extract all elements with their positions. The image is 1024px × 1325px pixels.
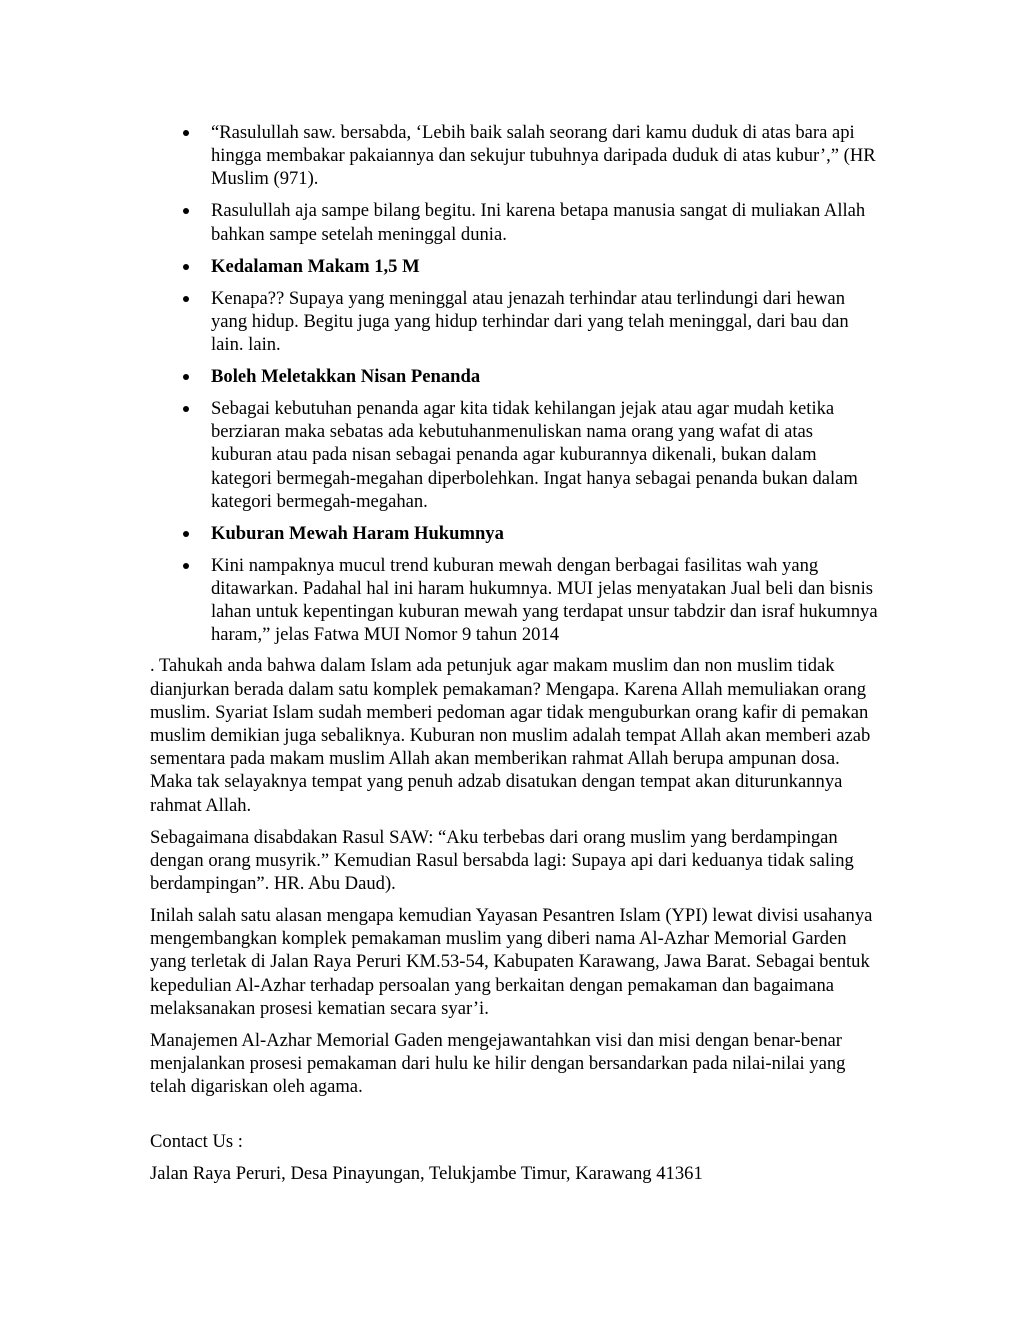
- bullet-heading: [150, 365, 878, 388]
- bullet-text: Kenapa?? Supaya yang meninggal atau jenazah terhindar atau terlindungi dari hewan yang hidup. Begitu juga yang hidup terhindar dari yang telah meninggal, dari bau dan lain. lain.: [211, 287, 849, 356]
- bullet-text: Kedalaman Makam 1,5 M: [211, 255, 420, 277]
- body-paragraph: . Tahukah anda bahwa dalam Islam ada petunjuk agar makam muslim dan non muslim tidak dianjurkan berada dalam satu komplek pemakaman? Mengapa. Karena Allah memuliakan orang muslim. Syariat Islam sudah memberi pedoman agar tidak menguburkan orang kafir di pemakan muslim demikian juga sebaliknya. Kuburan non muslim adalah tempat Allah akan memberi azab sementara pada makam muslim Allah akan memberikan rahmat Allah berupa ampunan dosa. Maka tak selayaknya tempat yang penuh adzab disatukan dengan tempat akan diturunkannya rahmat Allah.: [150, 655, 871, 816]
- contact-address: Jalan Raya Peruri, Desa Pinayungan, Telukjambe Timur, Karawang 41361: [150, 1163, 703, 1185]
- bullet-dot-icon: [183, 296, 189, 302]
- bullet-item: [150, 121, 878, 191]
- bullet-dot-icon: [183, 406, 189, 412]
- body-paragraph: Inilah salah satu alasan mengapa kemudian Yayasan Pesantren Islam (YPI) lewat divisi usahanya mengembangkan komplek pemakaman muslim yang diberi nama Al-Azhar Memorial Garden yang terletak di Jalan Raya Peruri KM.53-54, Kabupaten Karawang, Jawa Barat. Sebagai bentuk kepedulian Al-Azhar terhadap persoalan yang berkaitan dengan pemakaman dan bagaimana melaksanakan prosesi kematian secara syar’i.: [150, 905, 873, 1019]
- bullet-dot-icon: [183, 563, 189, 569]
- bullet-text: Kini nampaknya mucul trend kuburan mewah dengan berbagai fasilitas wah yang ditawarkan. Padahal hal ini haram hukumnya. MUI jelas menyatakan Jual beli dan bisnis lahan untuk kepentingan kuburan mewah yang terdapat unsur tabdzir dan israf hukumnya haram,” jelas Fatwa MUI Nomor 9 tahun 2014: [211, 554, 878, 646]
- bullet-text: Rasulullah aja sampe bilang begitu. Ini karena betapa manusia sangat di muliakan Allah bahkan sampe setelah meninggal dunia.: [211, 200, 866, 245]
- document-page: [150, 121, 878, 1194]
- bullet-text: Sebagai kebutuhan penanda agar kita tidak kehilangan jejak atau agar mudah ketika berziaran maka sebatas ada kebutuhanmenuliskan nama orang yang wafat di atas kuburan atau pada nisan sebagai penanda agar kuburannya dikenali, bukan dalam kategori bermegah-megahan diperbolehkan. Ingat hanya sebagai penanda bukan dalam kategori bermegah-megahan.: [211, 398, 858, 512]
- contact-label: Contact Us :: [150, 1131, 243, 1153]
- bullet-item: [150, 199, 878, 245]
- bullet-text: Kuburan Mewah Haram Hukumnya: [211, 522, 504, 544]
- bullet-heading: [150, 522, 878, 545]
- bullet-item: [150, 554, 878, 647]
- bullet-dot-icon: [183, 208, 189, 214]
- blank-line: [150, 1107, 878, 1130]
- bullet-item: [150, 287, 878, 357]
- bullet-item: [150, 397, 878, 513]
- bullet-dot-icon: [183, 374, 189, 380]
- bullet-dot-icon: [183, 264, 189, 270]
- bullet-dot-icon: [183, 130, 189, 136]
- bullet-list: [150, 121, 878, 647]
- bullet-text: “Rasulullah saw. bersabda, ‘Lebih baik salah seorang dari kamu duduk di atas bara api hingga membakar pakaiannya dan sekujur tubuhnya daripada duduk di atas kubur’,” (HR Muslim (971).: [211, 122, 876, 190]
- bullet-text: Boleh Meletakkan Nisan Penanda: [211, 366, 481, 388]
- body-paragraph: Manajemen Al-Azhar Memorial Gaden mengejawantahkan visi dan misi dengan benar-benar menjalankan prosesi pemakaman dari hulu ke hilir dengan bersandarkan pada nilai-nilai yang telah digariskan oleh agama.: [150, 1029, 846, 1098]
- bullet-dot-icon: [183, 531, 189, 537]
- bullet-heading: [150, 255, 878, 278]
- body-paragraph: Sebagaimana disabdakan Rasul SAW: “Aku terbebas dari orang muslim yang berdampingan dengan orang musyrik.” Kemudian Rasul bersabda lagi: Supaya api dari keduanya tidak saling berdampingan”. HR. Abu Daud).: [150, 826, 854, 895]
